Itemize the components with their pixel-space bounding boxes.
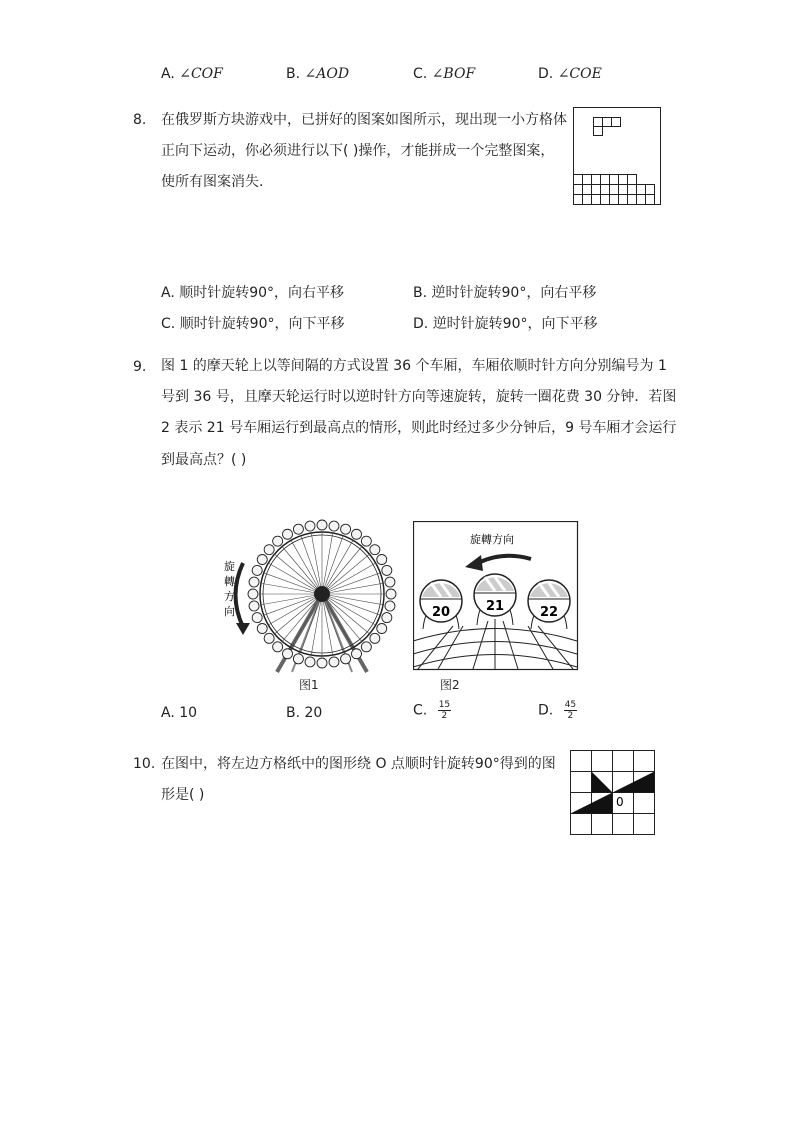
wheel-cabin (377, 624, 387, 634)
wheel-cabin (264, 545, 274, 555)
wheel-cabin (283, 529, 293, 539)
q8-option-b[interactable] (413, 282, 596, 302)
option-letter: D. (538, 702, 554, 719)
option-letter: C. (413, 702, 428, 719)
option-text: ∠COF (179, 66, 223, 82)
wheel-cabin (248, 589, 258, 599)
rotation-label-char: 轉 (224, 575, 235, 588)
cabin-number: 20 (432, 605, 451, 620)
rotation-arrow (236, 563, 244, 627)
fraction (438, 700, 451, 721)
q8-option-c[interactable] (161, 313, 345, 333)
q7-option-a[interactable] (161, 66, 223, 82)
wheel-cabin (283, 649, 293, 659)
wheel-cabin (257, 624, 267, 634)
rotation-grid-figure (570, 750, 656, 836)
wheel-cabin (352, 649, 362, 659)
q9-number: 9. (133, 359, 147, 375)
wheel-cabin (273, 536, 283, 546)
q7-option-c[interactable] (413, 66, 475, 82)
q9-line-2: 号到 36 号，且摩天轮运行时以逆时针方向等速旋转，旋转一圈花费 30 分钟．若图 (161, 389, 677, 405)
wheel-cabin (249, 577, 259, 587)
q8-line-2: 正向下运动，你必须进行以下( )操作，才能拼成一个完整图案， (161, 143, 555, 159)
ferris-wheel-figure (210, 515, 405, 675)
option-text: 逆时针旋转90°，向下平移 (432, 316, 598, 332)
wheel-cabin (341, 524, 351, 534)
option-text: 20 (304, 705, 323, 721)
figure-2-caption: 图2 (440, 678, 460, 692)
option-text: 10 (179, 705, 198, 721)
option-text: 顺时针旋转90°，向右平移 (179, 285, 345, 301)
q9-option-b[interactable] (286, 705, 322, 721)
wheel-cabin (317, 520, 327, 530)
cabins-figure (413, 521, 579, 671)
wheel-cabin (257, 555, 267, 565)
q8-option-d[interactable] (413, 313, 598, 333)
option-letter: C. (413, 66, 428, 82)
wheel-cabin (273, 642, 283, 652)
option-text: 逆时针旋转90°，向右平移 (431, 285, 597, 301)
q9-option-c[interactable] (413, 700, 451, 721)
q7-option-d[interactable] (538, 66, 602, 82)
q9-line-1: 图 1 的摩天轮上以等间隔的方式设置 36 个车厢，车厢依顺时针方向分别编号为 1 (161, 358, 667, 374)
option-letter: A. (161, 66, 175, 82)
wheel-cabin (386, 589, 396, 599)
denominator: 2 (441, 711, 448, 721)
rotation-label-char: 方 (224, 590, 235, 603)
q8-number: 8. (133, 112, 147, 128)
option-letter: B. (286, 705, 301, 721)
wheel-cabin (385, 577, 395, 587)
wheel-cabin (252, 565, 262, 575)
arrow-head-icon (236, 623, 250, 635)
option-letter: B. (286, 66, 301, 82)
option-text: 顺时针旋转90°，向下平移 (179, 316, 345, 332)
option-letter: A. (161, 285, 175, 301)
q9-line-3: 2 表示 21 号车厢运行到最高点的情形，则此时经过多少分钟后，9 号车厢才会运行 (161, 420, 677, 436)
wheel-cabin (264, 633, 274, 643)
rotation-label-char: 旋 (224, 560, 235, 573)
tetris-figure (573, 107, 661, 205)
option-letter: D. (413, 316, 429, 332)
wheel-cabin (370, 545, 380, 555)
wheel-cabin (252, 613, 262, 623)
q8-line-3: 使所有图案消失. (161, 174, 264, 190)
point-o-label: 0 (616, 795, 624, 809)
wheel-cabin (385, 601, 395, 611)
numerator: 15 (438, 700, 451, 710)
wheel-cabin (352, 529, 362, 539)
q10-number: 10. (133, 756, 156, 772)
shaded-triangle (592, 772, 613, 793)
cabin-number: 21 (486, 599, 505, 614)
wheel-cabin (361, 642, 371, 652)
wheel-cabin (382, 565, 392, 575)
option-text: ∠BOF (431, 66, 476, 82)
option-letter: A. (161, 705, 175, 721)
q9-option-d[interactable] (538, 700, 577, 721)
wheel-cabin (382, 613, 392, 623)
q10-line-1: 在图中，将左边方格纸中的图形绕 O 点顺时针旋转90°得到的图 (161, 756, 556, 772)
wheel-cabin (377, 555, 387, 565)
fraction (564, 700, 577, 721)
denominator: 2 (567, 711, 574, 721)
wheel-cabin (317, 658, 327, 668)
wheel-cabin (293, 524, 303, 534)
wheel-cabin (249, 601, 259, 611)
wheel-cabin (341, 654, 351, 664)
q9-line-4: 到最高点？( ) (161, 452, 247, 468)
wheel-cabin (329, 657, 339, 667)
cabin-number: 22 (540, 605, 559, 620)
q8-line-1: 在俄罗斯方块游戏中，已拼好的图案如图所示，现出现一小方格体 (161, 112, 567, 128)
wheel-cabin (305, 657, 315, 667)
q8-option-a[interactable] (161, 282, 344, 302)
wheel-hub (314, 586, 330, 602)
figure-1-caption: 图1 (299, 678, 319, 692)
q7-option-b[interactable] (286, 66, 349, 82)
numerator: 45 (564, 700, 577, 710)
option-text: ∠AOD (304, 66, 350, 82)
wheel-cabin (370, 633, 380, 643)
option-letter: B. (413, 285, 428, 301)
q10-line-2: 形是( ) (161, 787, 205, 803)
option-text: ∠COE (557, 66, 602, 82)
option-letter: D. (538, 66, 554, 82)
q9-option-a[interactable] (161, 705, 197, 721)
option-letter: C. (161, 316, 176, 332)
wheel-cabin (361, 536, 371, 546)
wheel-cabin (329, 521, 339, 531)
rotation-label-char: 向 (224, 605, 235, 618)
wheel-cabin (305, 521, 315, 531)
wheel-cabin (293, 654, 303, 664)
rotation-direction-label: 旋轉方向 (470, 533, 514, 546)
